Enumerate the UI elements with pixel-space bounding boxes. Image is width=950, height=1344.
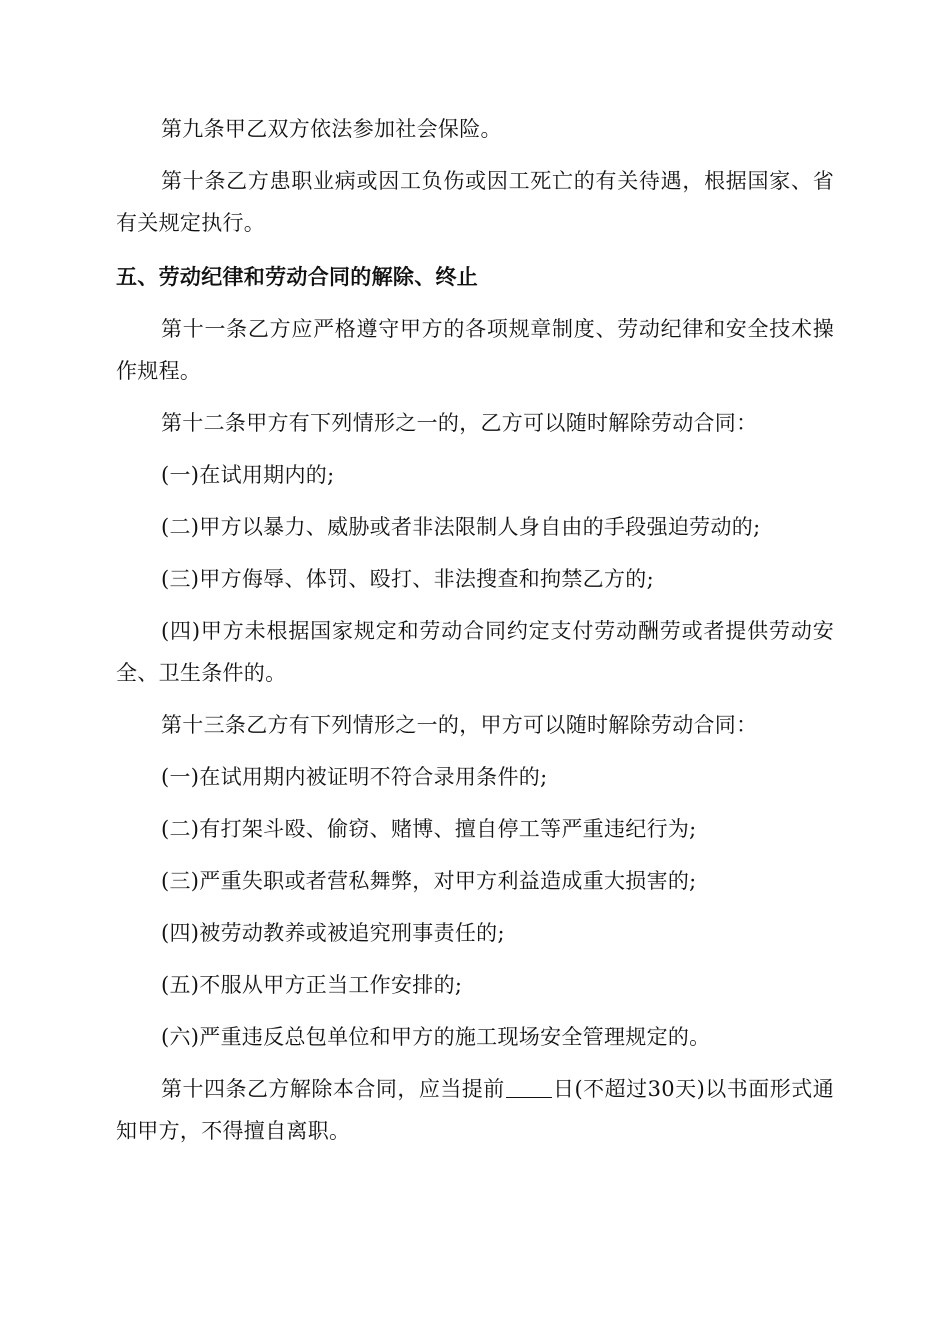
article-13-item-2: (二)有打架斗殴、偷窃、赌博、擅自停工等严重违纪行为;: [161, 817, 697, 841]
article-11: 第十一条乙方应严格遵守甲方的各项规章制度、劳动纪律和安全技术操作规程。: [116, 317, 834, 383]
article-12-item-1: (一)在试用期内的;: [161, 463, 335, 487]
article-13-item-3: (三)严重失职或者营私舞弊，对甲方利益造成重大损害的;: [161, 869, 697, 893]
article-14: [116, 1068, 834, 1152]
article-14-text-after: 日(不超过30天)以书面形式通知甲方，不得擅自离职。: [116, 1077, 834, 1143]
article-13-item-5: (五)不服从甲方正当工作安排的;: [161, 973, 463, 997]
article-12: 第十二条甲方有下列情形之一的，乙方可以随时解除劳动合同：: [161, 411, 758, 435]
article-13-item-6: (六)严重违反总包单位和甲方的施工现场安全管理规定的。: [161, 1025, 711, 1049]
article-12-item-3: (三)甲方侮辱、体罚、殴打、非法搜查和拘禁乙方的;: [161, 567, 654, 591]
article-12-item-4: (四)甲方未根据国家规定和劳动合同约定支付劳动酬劳或者提供劳动安全、卫生条件的。: [116, 619, 834, 685]
article-13: 第十三条乙方有下列情形之一的，甲方可以随时解除劳动合同：: [161, 713, 758, 737]
document-page: [116, 108, 834, 1162]
article-13-item-4: (四)被劳动教养或被追究刑事责任的;: [161, 921, 505, 945]
article-14-text-before: 第十四条乙方解除本合同，应当提前: [161, 1077, 505, 1101]
article-10: 第十条乙方患职业病或因工负伤或因工死亡的有关待遇，根据国家、省有关规定执行。: [116, 169, 834, 235]
article-9: 第九条甲乙双方依法参加社会保险。: [161, 117, 502, 141]
fill-in-blank-days: [506, 1076, 552, 1098]
article-12-item-2: (二)甲方以暴力、威胁或者非法限制人身自由的手段强迫劳动的;: [161, 515, 761, 539]
section-5-heading: 五、劳动纪律和劳动合同的解除、终止: [116, 265, 479, 289]
article-13-item-1: (一)在试用期内被证明不符合录用条件的;: [161, 765, 548, 789]
